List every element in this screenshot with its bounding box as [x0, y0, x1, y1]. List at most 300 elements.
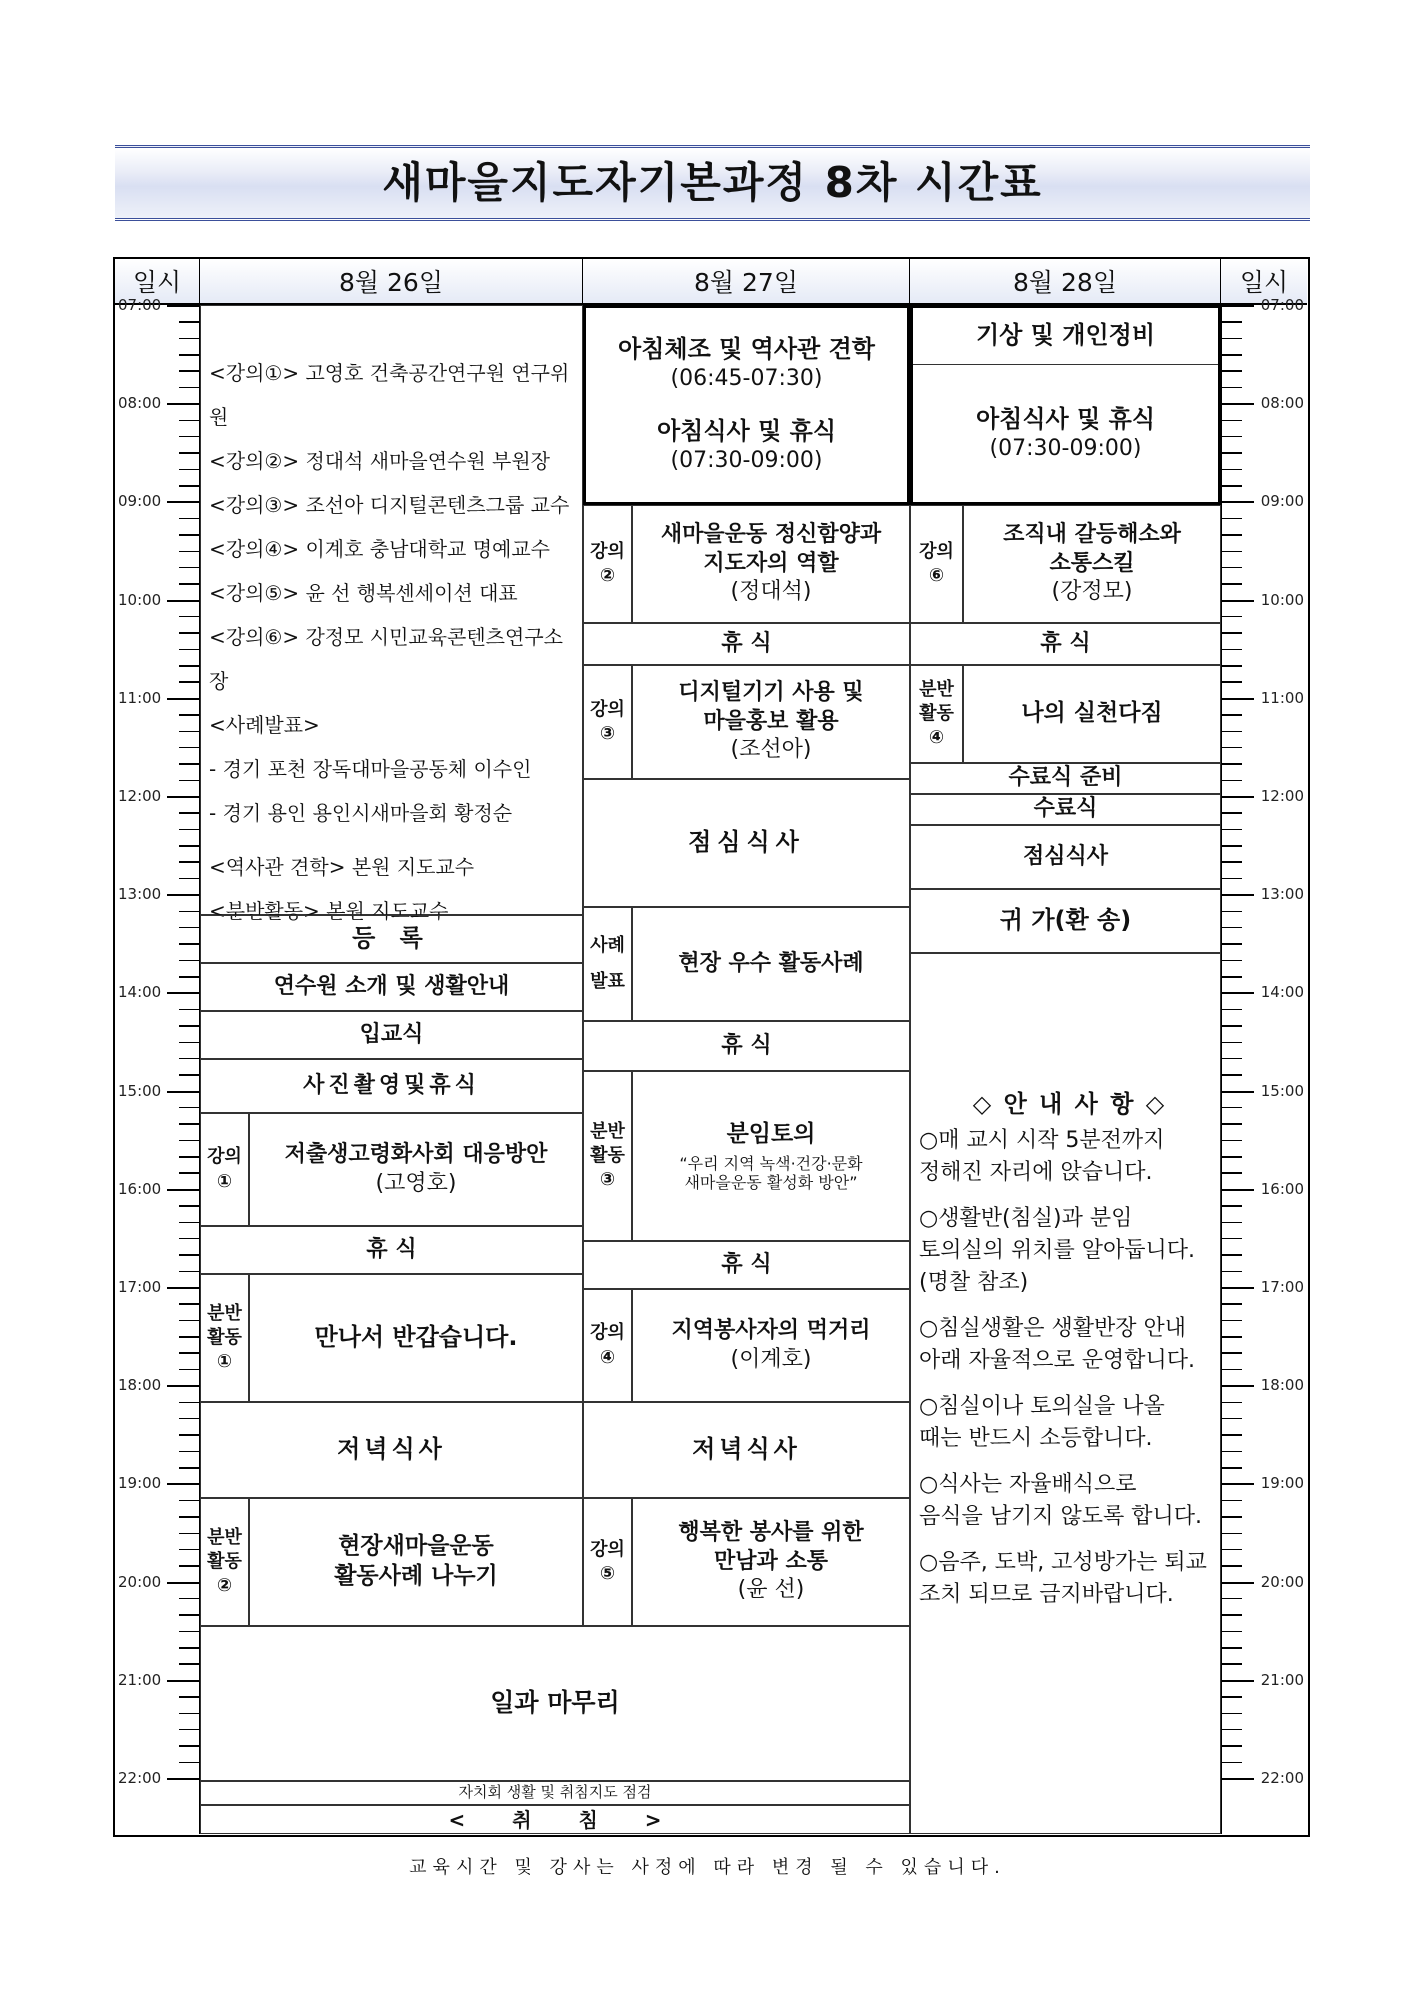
time-label: 22:00: [118, 1769, 162, 1787]
time-tick: [1222, 714, 1242, 716]
time-tick: [1222, 1713, 1242, 1715]
time-label: 16:00: [1260, 1179, 1304, 1198]
time-tick: [1222, 1729, 1242, 1731]
lec5-cell: [632, 1498, 910, 1626]
day3-lunch: 점심식사: [910, 825, 1221, 889]
lec6-title: 조직내 갈등해소와 소통스킬: [1003, 522, 1181, 576]
time-tick: [1222, 911, 1242, 913]
day2-breakfast: 아침식사 및 휴식: [657, 417, 836, 445]
time-tick: [179, 649, 199, 651]
time-label: 17:00: [1260, 1278, 1304, 1296]
time-tick: [167, 1287, 199, 1289]
time-label: 07:00: [1260, 296, 1304, 314]
title-band: [115, 145, 1310, 221]
time-tick: [179, 485, 199, 487]
notice-list: [919, 1125, 1220, 1611]
time-tick: [179, 354, 199, 356]
time-tick: [167, 894, 199, 896]
time-label: 20:00: [1260, 1572, 1304, 1591]
lec1-label: 강의 ①: [200, 1113, 249, 1226]
time-tick: [1222, 1074, 1242, 1076]
lec2-label: 강의 ②: [583, 505, 632, 623]
time-tick: [179, 1205, 199, 1207]
time-tick: [167, 698, 199, 700]
time-tick: [1222, 763, 1242, 765]
time-tick: [167, 305, 199, 307]
day2-break2: 휴 식: [583, 1021, 910, 1071]
time-tick: [1222, 632, 1242, 634]
time-tick: [1222, 1483, 1254, 1485]
time-label: 18:00: [1260, 1376, 1304, 1395]
lec6-speaker: (강정모): [1051, 579, 1133, 605]
time-tick: [1222, 976, 1242, 978]
time-tick: [1222, 518, 1242, 520]
time-tick: [1222, 1418, 1242, 1420]
header-day2: 8월 27일: [583, 259, 910, 305]
time-tick: [1222, 1058, 1242, 1060]
day3-break: 휴 식: [910, 623, 1221, 665]
time-tick: [179, 1696, 199, 1698]
page-title: 새마을지도자기본과정 8차 시간표: [382, 158, 1043, 207]
time-tick: [1222, 1402, 1242, 1404]
time-tick: [179, 1729, 199, 1731]
lec3-cell: [632, 665, 910, 779]
time-tick: [179, 1009, 199, 1011]
time-tick: [179, 534, 199, 536]
grp3-label: 분반 활동 ③: [583, 1071, 632, 1241]
time-tick: [1222, 1140, 1242, 1142]
orientation: 연수원 소개 및 생활안내: [200, 963, 583, 1011]
time-tick: [1222, 305, 1254, 307]
notice-item: ○매 교시 시작 5분전까지 정해진 자리에 앉습니다.: [919, 1128, 1165, 1185]
time-label: 14:00: [1260, 983, 1304, 1002]
time-tick: [1222, 387, 1242, 389]
time-tick: [1222, 1123, 1242, 1125]
self-check: 자치회 생활 및 취침지도 점검: [200, 1781, 910, 1805]
speaker-item: <강의③> 조선아 디지털콘텐츠그룹 교수: [209, 493, 570, 517]
notice-item: ○생활반(침실)과 분임 토의실의 위치를 알아둡니다. (명찰 참조): [919, 1206, 1196, 1295]
time-label: 12:00: [1260, 787, 1304, 805]
time-label: 08:00: [118, 394, 162, 413]
time-tick: [1222, 420, 1242, 422]
time-tick: [179, 1418, 199, 1420]
time-tick: [1222, 1467, 1242, 1469]
time-tick: [179, 665, 199, 667]
time-tick: [1222, 1107, 1242, 1109]
lec2-cell: [632, 505, 910, 623]
time-tick: [179, 1549, 199, 1551]
time-tick: [1222, 1663, 1242, 1665]
time-label: 13:00: [118, 885, 162, 904]
grp2-label: 분반 활동 ②: [200, 1498, 249, 1626]
lec3-speaker: (조선아): [730, 737, 812, 763]
time-tick: [1222, 1205, 1242, 1207]
time-tick: [179, 1222, 199, 1224]
lec5-speaker: (윤 선): [737, 1577, 805, 1603]
time-tick: [179, 1516, 199, 1518]
time-tick: [179, 731, 199, 733]
time-tick: [1222, 1156, 1242, 1158]
time-tick: [1222, 861, 1242, 863]
day3-morning: [910, 305, 1221, 505]
time-tick: [1222, 1091, 1254, 1093]
time-tick: [1222, 436, 1242, 438]
lec4-speaker: (이계호): [730, 1346, 812, 1372]
time-tick: [179, 1451, 199, 1453]
time-tick: [1222, 796, 1254, 798]
notice-item: ○식사는 자율배식으로 음식을 남기지 않도록 합니다.: [919, 1472, 1202, 1529]
speaker-item: <사례발표>: [209, 713, 320, 737]
time-tick: [1222, 600, 1254, 602]
time-tick: [1222, 1254, 1242, 1256]
time-label: 07:00: [118, 296, 162, 314]
time-label: 11:00: [1260, 688, 1304, 707]
time-tick: [1222, 616, 1242, 618]
time-tick: [179, 845, 199, 847]
header-time-right: 일시: [1221, 259, 1307, 305]
time-label: 19:00: [1260, 1474, 1304, 1493]
speaker-item: <강의⑤> 윤 선 행복센세이션 대표: [209, 581, 518, 605]
time-tick: [179, 780, 199, 782]
speaker-item: - 경기 용인 용인시새마을회 황정순: [209, 801, 513, 825]
grp3-cell: [632, 1071, 910, 1241]
lec5-label: 강의 ⑤: [583, 1498, 632, 1626]
time-tick: [1222, 1500, 1242, 1502]
time-tick: [167, 1189, 199, 1191]
time-tick: [1222, 1631, 1242, 1633]
lec4-title: 지역봉사자의 먹거리: [671, 1317, 871, 1343]
time-tick: [179, 1402, 199, 1404]
time-tick: [179, 1303, 199, 1305]
day3-wake: 기상 및 개인정비: [913, 308, 1218, 365]
grp3-sub: “우리 지역 녹색·건강·문화 새마을운동 활성화 방안”: [679, 1153, 863, 1192]
notice-item: ○침실이나 토의실을 나올 때는 반드시 소등합니다.: [919, 1394, 1165, 1451]
day1-break: 휴 식: [200, 1226, 583, 1274]
time-tick: [1222, 370, 1242, 372]
speaker-item: - 경기 포천 장독대마을공동체 이수인: [209, 757, 532, 781]
time-tick: [1222, 927, 1242, 929]
notice-item: ○음주, 도박, 고성방가는 퇴교 조치 되므로 금지바랍니다.: [919, 1550, 1207, 1607]
time-label: 15:00: [118, 1081, 162, 1100]
time-tick: [179, 1663, 199, 1665]
time-tick: [179, 321, 199, 323]
time-tick: [1222, 1451, 1242, 1453]
speaker-item: <강의④> 이계호 충남대학교 명예교수: [209, 537, 550, 561]
time-tick: [179, 1025, 199, 1027]
time-tick: [179, 812, 199, 814]
time-tick: [1222, 1287, 1254, 1289]
time-tick: [179, 861, 199, 863]
time-tick: [179, 1434, 199, 1436]
time-tick: [179, 616, 199, 618]
time-tick: [179, 943, 199, 945]
time-tick: [179, 976, 199, 978]
time-tick: [1222, 469, 1242, 471]
time-tick: [179, 370, 199, 372]
time-tick: [179, 1614, 199, 1616]
time-tick: [1222, 943, 1242, 945]
time-tick: [179, 911, 199, 913]
time-tick: [179, 436, 199, 438]
time-tick: [1222, 1680, 1254, 1682]
lec4-label: 강의 ④: [583, 1289, 632, 1402]
time-label: 11:00: [118, 688, 162, 707]
time-label: 08:00: [1260, 394, 1304, 413]
time-tick: [1222, 1549, 1242, 1551]
time-label: 13:00: [1260, 885, 1304, 904]
time-tick: [179, 1320, 199, 1322]
time-tick: [1222, 698, 1254, 700]
time-label: 20:00: [118, 1572, 162, 1591]
time-tick: [1222, 812, 1242, 814]
time-tick: [1222, 403, 1254, 405]
time-tick: [179, 1533, 199, 1535]
time-tick: [179, 763, 199, 765]
lec5-title: 행복한 봉사를 위한 만남과 소통: [678, 1520, 864, 1574]
day2-exercise-time: (06:45-07:30): [670, 366, 823, 392]
time-tick: [1222, 1238, 1242, 1240]
time-tick: [179, 1500, 199, 1502]
time-tick: [167, 992, 199, 994]
time-tick: [1222, 1222, 1242, 1224]
time-tick: [167, 1091, 199, 1093]
time-tick: [1222, 829, 1242, 831]
grp4-title: 나의 실천다짐: [963, 665, 1221, 763]
time-tick: [1222, 1336, 1242, 1338]
time-tick: [179, 960, 199, 962]
time-tick: [1222, 649, 1242, 651]
sleep: < 취 침 >: [200, 1805, 910, 1834]
time-tick: [179, 829, 199, 831]
day2-dinner: 저녁식사: [583, 1402, 910, 1498]
grp2-title: 현장새마을운동 활동사례 나누기: [249, 1498, 583, 1626]
time-tick: [179, 927, 199, 929]
day2-break3: 휴 식: [583, 1241, 910, 1289]
wrapup: 일과 마무리: [200, 1626, 910, 1781]
graduation-prep: 수료식 준비: [910, 763, 1221, 794]
time-tick: [179, 1042, 199, 1044]
time-tick: [179, 469, 199, 471]
time-tick: [1222, 452, 1242, 454]
time-tick: [1222, 780, 1242, 782]
time-tick: [179, 878, 199, 880]
time-label: 21:00: [118, 1670, 162, 1689]
time-tick: [1222, 485, 1242, 487]
grp1-title: 만나서 반갑습니다.: [249, 1274, 583, 1402]
time-tick: [167, 1582, 199, 1584]
staff-item: <역사관 견학> 본원 지도교수: [209, 855, 475, 879]
time-label: 09:00: [1260, 492, 1304, 511]
lec2-title: 새마을운동 정신함양과 지도자의 역할: [660, 522, 882, 576]
footer-note: 교육시간 및 강사는 사정에 따라 변경 될 수 있습니다.: [409, 1857, 1006, 1878]
lec6-label: 강의 ⑥: [910, 505, 963, 623]
time-tick: [1222, 1042, 1242, 1044]
time-tick: [1222, 1271, 1242, 1273]
time-tick: [167, 600, 199, 602]
time-tick: [179, 518, 199, 520]
time-tick: [1222, 583, 1242, 585]
time-tick: [179, 1762, 199, 1764]
time-tick: [179, 420, 199, 422]
day2-break1: 휴 식: [583, 623, 910, 665]
header-time-left: 일시: [115, 259, 200, 305]
time-tick: [1222, 1516, 1242, 1518]
time-tick: [1222, 1614, 1242, 1616]
time-label: 18:00: [118, 1376, 162, 1395]
time-tick: [1222, 665, 1242, 667]
timetable: [113, 257, 1310, 1837]
time-tick: [1222, 1533, 1242, 1535]
time-column-left: [115, 296, 200, 1834]
time-tick: [1222, 1385, 1254, 1387]
time-tick: [1222, 747, 1242, 749]
case-label: 사례 발표: [583, 907, 632, 1021]
time-label: 22:00: [1260, 1769, 1304, 1787]
time-tick: [167, 1385, 199, 1387]
time-tick: [167, 501, 199, 503]
day2-lunch: 점심식사: [583, 779, 910, 907]
time-tick: [167, 1680, 199, 1682]
time-label: 16:00: [118, 1179, 162, 1198]
lec1-title: 저출생고령화사회 대응방안: [284, 1141, 548, 1167]
time-tick: [1222, 1565, 1242, 1567]
time-tick: [179, 1713, 199, 1715]
lec1-speaker: (고영호): [375, 1170, 457, 1196]
time-tick: [1222, 878, 1242, 880]
notice-box: [910, 953, 1221, 1834]
time-tick: [1222, 845, 1242, 847]
time-tick: [1222, 731, 1242, 733]
time-label: 10:00: [1260, 590, 1304, 609]
time-tick: [167, 403, 199, 405]
speaker-list: [200, 305, 583, 923]
graduation: 수료식: [910, 794, 1221, 825]
return-home: 귀 가(환 송): [910, 889, 1221, 953]
photo-break: 사진촬영및휴식: [200, 1059, 583, 1113]
time-tick: [179, 1352, 199, 1354]
lec6-cell: [963, 505, 1221, 623]
time-tick: [179, 714, 199, 716]
time-tick: [1222, 681, 1242, 683]
time-tick: [1222, 1352, 1242, 1354]
day2-exercise: 아침체조 및 역사관 견학: [618, 335, 875, 364]
day3-breakfast-cell: [913, 365, 1218, 502]
speaker-item: <강의⑥> 강정모 시민교육콘텐츠연구소장: [209, 625, 563, 693]
time-tick: [179, 1172, 199, 1174]
time-label: 09:00: [118, 492, 162, 511]
time-tick: [167, 1778, 199, 1780]
grp4-label: 분반 활동 ④: [910, 665, 963, 763]
case-title: 현장 우수 활동사례: [632, 907, 910, 1021]
lec2-speaker: (정대석): [730, 579, 812, 605]
time-label: 15:00: [1260, 1081, 1304, 1100]
time-tick: [1222, 321, 1242, 323]
time-label: 12:00: [118, 787, 162, 805]
lec1-cell: [249, 1113, 583, 1226]
time-tick: [179, 1467, 199, 1469]
time-tick: [179, 747, 199, 749]
time-tick: [179, 1107, 199, 1109]
lec3-label: 강의 ③: [583, 665, 632, 779]
header-day3: 8월 28일: [910, 259, 1221, 305]
notice-title: ◇ 안 내 사 항 ◇: [972, 1090, 1167, 1118]
time-tick: [1222, 1762, 1242, 1764]
time-tick: [179, 1336, 199, 1338]
time-tick: [179, 681, 199, 683]
time-tick: [1222, 1189, 1254, 1191]
day3-breakfast-time: (07:30-09:00): [989, 435, 1142, 461]
grp1-label: 분반 활동 ①: [200, 1274, 249, 1402]
time-tick: [167, 1483, 199, 1485]
day1-dinner: 저녁식사: [200, 1402, 583, 1498]
time-tick: [179, 1254, 199, 1256]
notice-item: ○침실생활은 생활반장 안내 아래 자율적으로 운영합니다.: [919, 1316, 1196, 1373]
day2-morning: [583, 305, 910, 505]
speaker-item: <강의①> 고영호 건축공간연구원 연구위원: [209, 361, 570, 429]
time-tick: [179, 1565, 199, 1567]
day3-breakfast: 아침식사 및 휴식: [976, 404, 1155, 433]
time-tick: [1222, 501, 1254, 503]
time-tick: [1222, 1025, 1242, 1027]
time-tick: [179, 1369, 199, 1371]
entrance-ceremony: 입교식: [200, 1011, 583, 1059]
time-tick: [179, 567, 199, 569]
staff-item: <분반활동> 본원 지도교수: [209, 899, 449, 923]
time-tick: [1222, 960, 1242, 962]
time-tick: [179, 452, 199, 454]
time-tick: [1222, 567, 1242, 569]
time-tick: [179, 1647, 199, 1649]
time-tick: [1222, 1745, 1242, 1747]
time-tick: [1222, 1647, 1242, 1649]
time-tick: [1222, 1172, 1242, 1174]
time-tick: [179, 583, 199, 585]
time-tick: [179, 551, 199, 553]
time-tick: [179, 1598, 199, 1600]
time-tick: [179, 1238, 199, 1240]
time-tick: [1222, 1696, 1242, 1698]
lec4-cell: [632, 1289, 910, 1402]
time-tick: [179, 1271, 199, 1273]
lec3-title: 디지털기기 사용 및 마을홍보 활용: [678, 680, 864, 734]
time-tick: [1222, 534, 1242, 536]
time-tick: [1222, 894, 1254, 896]
time-tick: [1222, 551, 1242, 553]
time-tick: [179, 1156, 199, 1158]
time-tick: [1222, 338, 1242, 340]
speaker-item: <강의②> 정대석 새마을연수원 부원장: [209, 449, 550, 473]
time-label: 21:00: [1260, 1670, 1304, 1689]
day2-breakfast-time: (07:30-09:00): [670, 448, 823, 474]
time-label: 17:00: [118, 1278, 162, 1296]
time-tick: [1222, 992, 1254, 994]
time-tick: [179, 1058, 199, 1060]
register: 등 록: [200, 915, 583, 963]
time-tick: [179, 1745, 199, 1747]
time-tick: [1222, 1434, 1242, 1436]
time-tick: [179, 387, 199, 389]
time-tick: [1222, 1369, 1242, 1371]
time-tick: [1222, 1778, 1254, 1780]
time-column-right: [1221, 296, 1307, 1834]
time-tick: [179, 1123, 199, 1125]
time-tick: [1222, 1009, 1242, 1011]
time-tick: [167, 796, 199, 798]
time-label: 10:00: [118, 590, 162, 609]
time-tick: [1222, 1582, 1254, 1584]
time-label: 14:00: [118, 983, 162, 1002]
grp3-title: 분임토의: [726, 1120, 816, 1147]
